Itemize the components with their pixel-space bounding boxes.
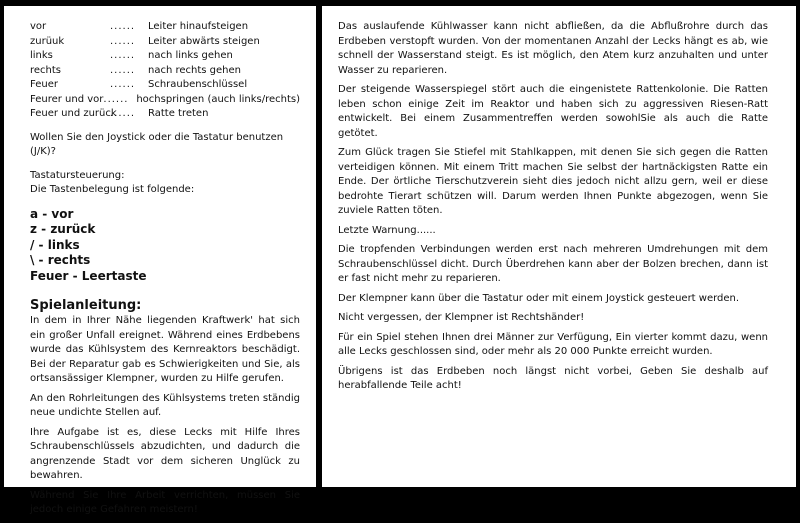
paragraph: Der Klempner kann über die Tastatur oder mit einem Joystick gesteuert werden. (338, 292, 740, 304)
control-action: Leiter hinaufsteigen (148, 21, 249, 32)
control-action: Leiter abwärts steigen (148, 35, 260, 47)
control-key: links (30, 50, 53, 61)
instructions-body (30, 314, 300, 518)
controls-list (30, 20, 300, 122)
paragraph: Das auslaufende Kühlwasser kann nicht abfließen, da die Abflußrohre durch das Erdbeben verstopft wurden. Von der momentanen Anzahl der Lecks hängt es ab, wie schnell der Wasserstand steigt. Es ist möglich, den Atem kurz anzuhalten und unter Wasser zu reparieren. (338, 21, 768, 76)
control-action: hochspringen (auch links/rechts) (136, 93, 300, 105)
control-dots: ...... (110, 108, 136, 119)
control-row (30, 64, 300, 79)
key-binding: z - zurück (30, 222, 96, 236)
control-row (30, 49, 300, 64)
paragraph: Für ein Spiel stehen Ihnen drei Männer zur Verfügung, Ein vierter kommt dazu, wenn alle Lecks geschlossen sind, oder mehr als 20 000 Punkte erreicht wurden. (338, 331, 768, 357)
control-row (30, 93, 300, 108)
control-row (30, 107, 300, 122)
control-row (30, 35, 300, 50)
paragraph: Zum Glück tragen Sie Stiefel mit Stahlkappen, mit denen Sie sich gegen die Ratten verteidigen können. Mit einem Tritt machen Sie selbst der hartnäckigsten Ratte ein Ende. Der örtliche Tierschutzverein sieht dies jedoch nicht allzu gern, weil er diese bedrohte Tierart schützen will. Darum werden Ihnen Punkte abgezogen, wenn Sie zuviele Ratten töten. (338, 147, 768, 216)
control-dots: ...... (110, 79, 136, 90)
control-key: Feurer und vor (30, 93, 104, 105)
paragraph: In dem in Ihrer Nähe liegenden Kraftwerk' hat sich ein großer Unfall ereignet. Während eines Erdbebens wurde das Kühlsystem des Kernreaktors beschädigt. Bei der Reparatur gab es Schwierigkeiten und Sie, als ortsansässiger Klempner, wurden zu Hilfe gerufen. (30, 315, 300, 384)
control-key: rechts (30, 64, 62, 76)
key-binding: / - links (30, 237, 80, 252)
keyboard-intro: Die Tastenbelegung ist folgende: (30, 184, 195, 195)
control-action: Schraubenschlüssel (148, 79, 248, 90)
paragraph: Der steigende Wasserspiegel stört auch die eingenistete Rattenkolonie. Die Ratten leben schon einige Zeit im Reaktor und haben sich zu aggressiven Riesen-Ratt entwickelt. Bei einem Zusammentreffen werden sowohlSie als auch die Ratte getötet. (338, 84, 768, 139)
control-dots: ...... (110, 21, 136, 32)
manual-page (4, 6, 796, 515)
key-binding: \ - rechts (30, 253, 91, 267)
key-binding: a - vor (30, 206, 74, 221)
control-row (30, 78, 300, 93)
control-key: Feuer (30, 79, 58, 90)
paragraph: Ihre Aufgabe ist es, diese Lecks mit Hilfe Ihres Schraubenschlüssels abzudichten, und dadurch die angrenzende Stadt vor dem sicheren Unglück zu bewahren. (30, 426, 300, 481)
control-dots: ...... (110, 50, 136, 61)
input-question: Wollen Sie den Joystick oder die Tastatur benutzen (J/K)? (30, 131, 284, 157)
paragraph: Die tropfenden Verbindungen werden erst nach mehreren Umdrehungen mit dem Schraubenschlüssel dicht. Durch Überdrehen kann aber der Bolzen brechen, dann ist er fast nicht mehr zu reparieren. (338, 244, 768, 284)
paragraph: Letzte Warnung...... (338, 224, 436, 236)
control-dots: ...... (110, 35, 136, 47)
control-key: vor (30, 21, 47, 32)
control-dots: ...... (103, 93, 129, 105)
control-dots: ...... (110, 64, 136, 76)
keyboard-heading: Tastatursteuerung: (30, 169, 125, 181)
control-action: Ratte treten (148, 108, 209, 119)
right-column (338, 20, 768, 399)
control-key: Feuer und zurück (30, 108, 117, 119)
paragraph: Während Sie Ihre Arbeit verrichten, müssen Sie jedoch einige Gefahren meistern! (30, 489, 300, 515)
paragraph: Nicht vergessen, der Klempner ist Rechtshänder! (338, 312, 585, 323)
instructions-title: Spielanleitung: (30, 298, 142, 313)
key-list (30, 207, 300, 285)
control-action: nach links gehen (148, 50, 233, 61)
control-action: nach rechts gehen (148, 64, 241, 76)
page-fold-divider (316, 6, 322, 487)
key-binding: Feuer - Leertaste (30, 268, 147, 283)
left-column (30, 20, 300, 523)
control-row (30, 20, 300, 35)
paragraph: An den Rohrleitungen des Kühlsystems treten ständig neue undichte Stellen auf. (30, 392, 300, 418)
control-key: zurüuk (30, 35, 65, 47)
paragraph: Übrigens ist das Erdbeben noch längst nicht vorbei, Geben Sie deshalb auf herabfallende Teile acht! (338, 365, 768, 391)
